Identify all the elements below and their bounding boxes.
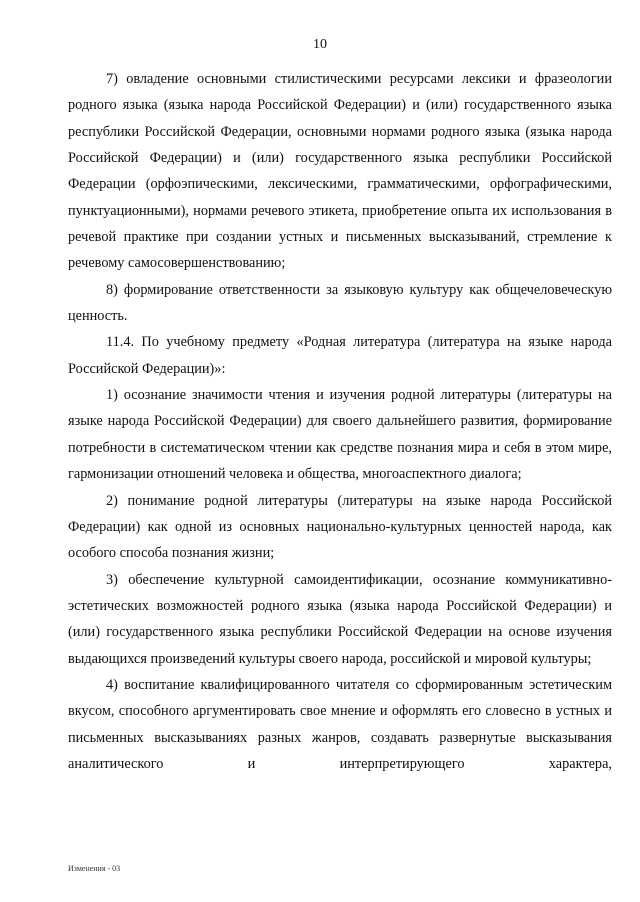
page-number: 10	[313, 37, 327, 52]
paragraph-item-2-literature: 2) понимание родной литературы (литературы на языке народа Российской Федерации) как одной из основных национально-культурных ценностей народа, как особого способа познания жизни;	[68, 492, 612, 562]
footer-revision-note: Изменения - 03	[68, 864, 121, 873]
paragraph-item-4-literature: 4) воспитание квалифицированного читателя со сформированным эстетическим вкусом, способного аргументировать свое мнение и оформлять его словесно в устных и письменных высказываниях разных жанров, создавать развернутые высказывания аналитического и интерпретирующего характера,	[68, 676, 612, 772]
section-heading-11-4: 11.4. По учебному предмету «Родная литература (литература на языке народа Российской Федерации)»:	[68, 334, 612, 377]
paragraph-item-3-literature: 3) обеспечение культурной самоидентификации, осознание коммуникативно-эстетических возможностей родного языка (языка народа Российской Федерации) и (или) государственного языка республики Российской Федерации на основе изучения выдающихся произведений культуры своего народа, российской и мировой культуры;	[68, 571, 612, 667]
paragraph-item-7-language: 7) овладение основными стилистическими ресурсами лексики и фразеологии родного языка (языка народа Российской Федерации) и (или) государственного языка республики Российской Федерации, основными нормами родного языка (языка народа Российской Федерации) и (или) государственного языка республики Российской Федерации (орфоэпическими, лексическими, грамматическими, орфографическими, пунктуационными), нормами речевого этикета, приобретение опыта их использования в речевой практике при создании устных и письменных высказываний, стремление к речевому самосовершенствованию;	[68, 71, 612, 272]
paragraph-item-1-literature: 1) осознание значимости чтения и изучения родной литературы (литературы на языке народа Российской Федерации) для своего дальнейшего развития, формирование потребности в систематическом чтении как средстве познания мира и себя в этом мире, гармонизации отношений человека и общества, многоаспектного диалога;	[68, 387, 612, 483]
document-body	[68, 66, 612, 777]
paragraph-item-8-language: 8) формирование ответственности за языковую культуру как общечеловеческую ценность.	[68, 281, 612, 325]
